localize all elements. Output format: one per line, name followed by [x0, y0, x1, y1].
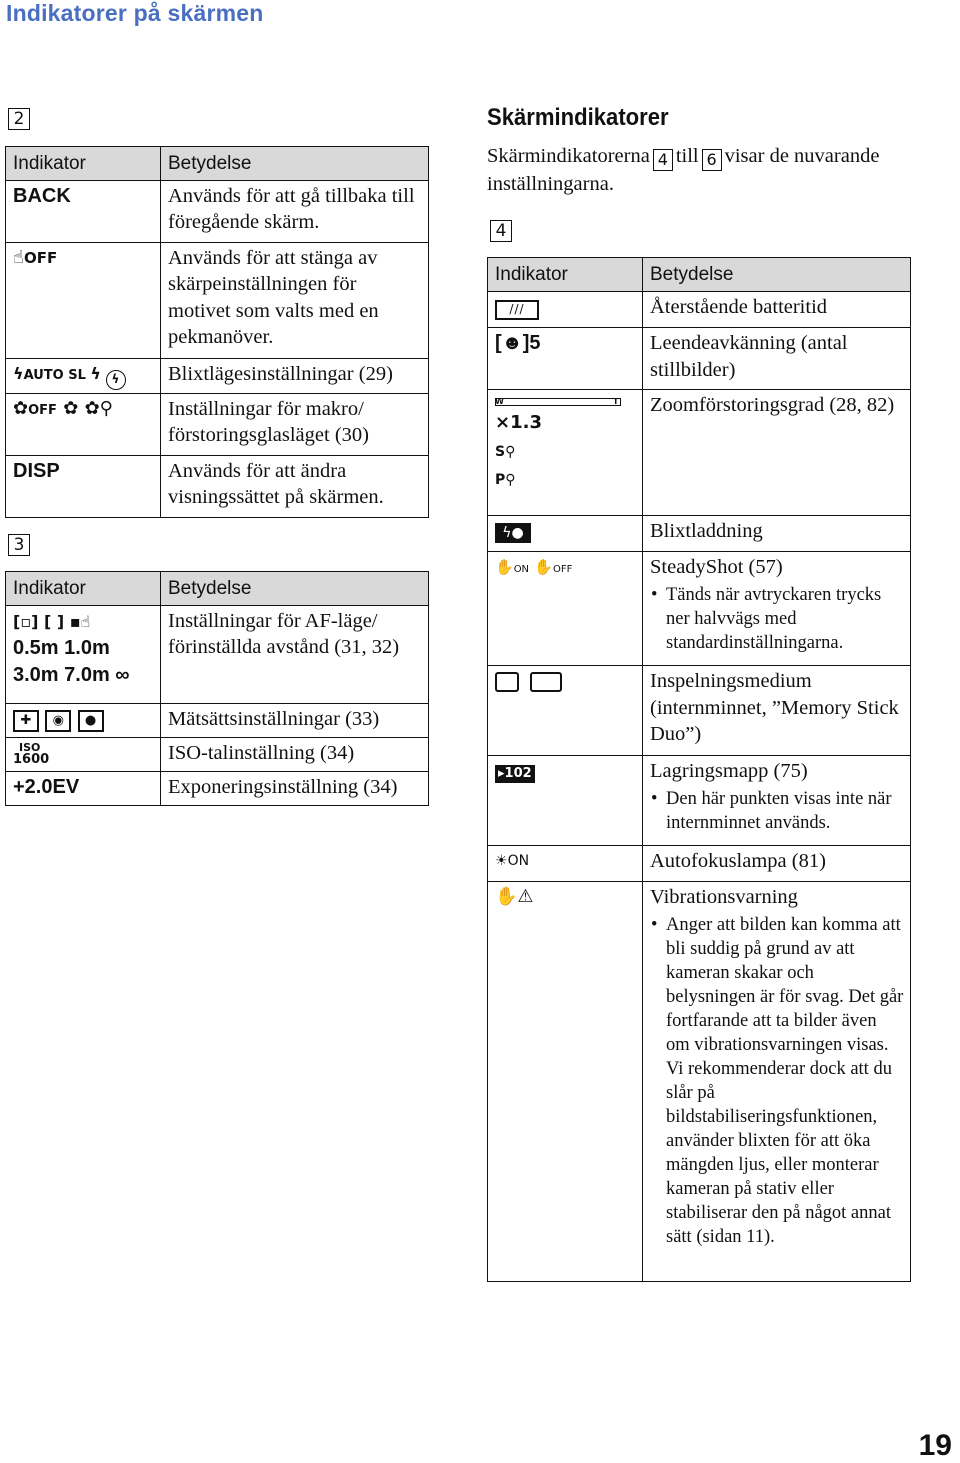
meaning: Leendeavkänning (antal stillbilder): [643, 328, 911, 390]
meaning: Används för att ändra visningssättet på skärmen.: [161, 455, 429, 517]
zoom-bar: [495, 392, 636, 406]
flash-charge-indicator: [488, 516, 643, 552]
col-meaning: Betydelse: [161, 572, 429, 606]
meaning-title: SteadyShot (57): [650, 556, 783, 578]
zoom-value: ×1.3: [495, 412, 542, 433]
meaning: Inställningar för AF-läge/ förinställda avstånd (31, 32): [161, 605, 429, 703]
folder-indicator: [488, 756, 643, 846]
section-marker-2: 2: [8, 108, 30, 130]
meaning: Exponeringsinställning (34): [161, 771, 429, 805]
intro-text-1: Skärmindikatorerna: [487, 145, 650, 167]
s-zoom-icon: S⚲: [495, 444, 516, 460]
indicator-table-3: [5, 571, 429, 806]
table-row: [488, 516, 911, 552]
table-row: [488, 390, 911, 516]
table-row: [488, 552, 911, 666]
intro-text-3: visar de nuvarande inställningarna.: [487, 145, 880, 195]
vibration-warning-indicator: [488, 882, 643, 1282]
meaning: [643, 756, 911, 846]
af-illuminator-indicator: ☀ON: [488, 846, 643, 882]
af-frame-icons: [▫] [ ] ▪☝: [13, 611, 91, 631]
touch-off-indicator: ☝OFF: [6, 242, 161, 358]
inline-marker-6: 6: [702, 149, 722, 171]
table-row: [6, 737, 429, 771]
col-indicator: Indikator: [6, 572, 161, 606]
meaning: Zoomförstoringsgrad (28, 82): [643, 390, 911, 516]
macro-off-icon: ✿: [13, 397, 29, 419]
meaning: ISO-talinställning (34): [161, 737, 429, 771]
zoom-t-label: T: [613, 397, 619, 406]
table-row: [6, 180, 429, 242]
magnifier-macro-icon: ✿⚲: [84, 397, 113, 419]
col-indicator: Indikator: [488, 258, 643, 292]
folder-icon: ▸102: [495, 765, 535, 783]
table-row: [488, 882, 911, 1282]
meaning: Mätsättsinställningar (33): [161, 703, 429, 737]
center-metering-icon: ◉: [45, 710, 71, 732]
table-row: [488, 756, 911, 846]
media-indicators: [488, 666, 643, 756]
table-row: [488, 292, 911, 328]
col-indicator: Indikator: [6, 147, 161, 181]
indicator-disp: DISP: [6, 455, 161, 517]
meaning-title: Vibrationsvarning: [650, 886, 798, 908]
p-zoom-icon: P⚲: [495, 472, 516, 488]
vibration-warning-icon: ✋⚠: [495, 886, 534, 907]
table-row: [488, 328, 911, 390]
table-row: [6, 455, 429, 517]
metering-indicators: [6, 703, 161, 737]
spot-metering-icon: ●: [78, 710, 104, 732]
meaning: Inspelningsmedium (internminnet, ”Memory Stick Duo”): [643, 666, 911, 756]
section-title: Skärmindikatorer: [487, 104, 669, 131]
af-lamp-icon: ☀: [495, 853, 508, 869]
meaning: [643, 552, 911, 666]
distance-line-1: 0.5m 1.0m: [13, 636, 110, 659]
zoom-w-label: W: [495, 397, 504, 406]
table-row: [488, 846, 911, 882]
flash-off-icon: ϟ: [106, 370, 126, 390]
flash-auto-icon: ϟ: [13, 363, 24, 383]
section-marker-4: 4: [490, 220, 512, 242]
meaning: Autofokuslampa (81): [643, 846, 911, 882]
table-row: [488, 666, 911, 756]
iso-indicator: [6, 737, 161, 771]
exposure-indicator: +2.0EV: [6, 771, 161, 805]
meaning: Blixtladdning: [643, 516, 911, 552]
col-meaning: Betydelse: [643, 258, 911, 292]
multi-metering-icon: ✚: [13, 710, 39, 732]
indicator-back: BACK: [6, 180, 161, 242]
meaning: Blixtlägesinställningar (29): [161, 358, 429, 393]
indicator-table-2: [5, 146, 429, 518]
smile-indicator: [☻]5: [488, 328, 643, 390]
bullet-note: • Tänds när avtryckaren trycks ner halvvägs med standardinställningarna.: [666, 583, 904, 655]
steadyshot-off-icon: ✋OFF: [534, 558, 573, 576]
page-number: 19: [918, 1429, 952, 1462]
table-row: [6, 605, 429, 703]
meaning: Används för att gå tillbaka till föregående skärm.: [161, 180, 429, 242]
indicator-table-4: [487, 257, 911, 1282]
battery-indicator: [488, 292, 643, 328]
steadyshot-on-icon: ✋ON: [495, 558, 530, 576]
meaning: Används för att stänga av skärpeinställningen för motivet som valts med en pekmanöver.: [161, 242, 429, 358]
flash-icon: ϟ: [90, 363, 101, 383]
col-meaning: Betydelse: [161, 147, 429, 181]
meaning: [643, 882, 911, 1282]
flash-mode-indicators: ϟAUTO SL ϟ ϟ: [6, 358, 161, 393]
section-intro: [487, 143, 907, 198]
iso-label: ISO: [19, 740, 41, 754]
table-row: [6, 703, 429, 737]
zoom-track: [495, 398, 621, 406]
af-mode-indicators: [6, 605, 161, 703]
section-marker-3: 3: [8, 534, 30, 556]
table-row: [6, 393, 429, 455]
finger-icon: ☝: [13, 246, 24, 268]
battery-icon: ///: [495, 300, 539, 320]
table-row: [6, 358, 429, 393]
distance-line-2: 3.0m 7.0m ∞: [13, 663, 130, 686]
internal-memory-icon: [495, 672, 519, 692]
table-row: [6, 242, 429, 358]
iso-value: 1600: [13, 751, 50, 767]
macro-icon: ✿: [63, 397, 79, 419]
bullet-note: • Den här punkten visas inte när internminnet används.: [666, 787, 904, 835]
steadyshot-indicators: [488, 552, 643, 666]
meaning: Inställningar för makro/ förstoringsglasläget (30): [161, 393, 429, 455]
flash-charge-icon: ϟ●: [495, 523, 531, 543]
bullet-note: • Anger att bilden kan komma att bli suddig på grund av att kameran skakar och belysningen är för svag. Det går fortfarande att ta bilder även om vibrationsvarningen visas. Vi rekommenderar dock att du slår på bildstabiliseringsfunktionen, använder blixten för att öka mängden ljus, eller monterar kameran på stativ eller stabiliserar den på något annat sätt (sidan 11).: [666, 913, 904, 1249]
macro-indicators: ✿OFF ✿ ✿⚲: [6, 393, 161, 455]
meaning: Återstående batteritid: [643, 292, 911, 328]
page-header: Indikatorer på skärmen: [6, 0, 264, 26]
intro-text-2: till: [675, 145, 699, 167]
inline-marker-4: 4: [653, 149, 673, 171]
zoom-indicators: [488, 390, 643, 516]
table-row: [6, 771, 429, 805]
meaning-title: Lagringsmapp (75): [650, 760, 808, 782]
memory-stick-icon: [530, 672, 562, 692]
